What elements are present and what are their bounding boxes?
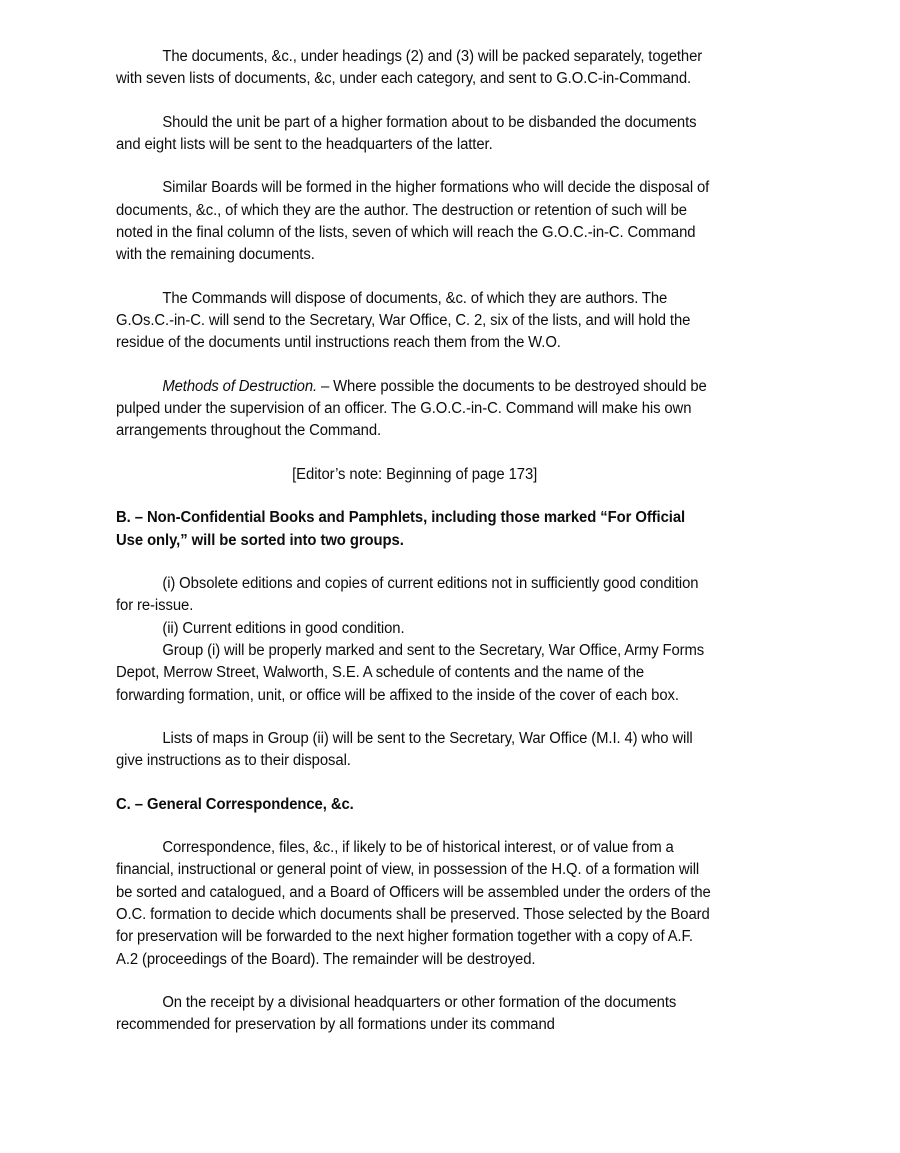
paragraph-similar-boards: Similar Boards will be formed in the higher formations who will decide the disposal of documents, &c., of which they are the author. The destruction or retention of such will be noted in the final column of the lists, seven of which will reach the G.O.C.-in-C. Command with the remaining documents. <box>116 179 710 264</box>
text-column <box>116 46 735 1058</box>
paragraph-correspondence-board-of-officers: Correspondence, files, &c., if likely to be of historical interest, or of value from a financial, instructional or general point of view, in possession of the H.Q. of a formation will be sorted and catalogued, and a Board of Officers will be assembled under the orders of the O.C. formation to decide which documents shall be preserved. Those selected by the Board for preservation will be forwarded to the next higher formation together with a copy of A.F. A.2 (proceedings of the Board). The remainder will be destroyed. <box>116 838 711 968</box>
runin-heading-methods-of-destruction: Methods of Destruction. <box>162 377 318 395</box>
list-item-i-obsolete-editions: (i) Obsolete editions and copies of current editions not in sufficiently good condition for re-issue. <box>116 574 699 615</box>
paragraph-divisional-headquarters-receipt: On the receipt by a divisional headquarters or other formation of the documents recommended for preservation by all formations under its command <box>116 994 677 1034</box>
paragraph-group-i-forms-depot: Group (i) will be properly marked and sent to the Secretary, War Office, Army Forms Depot, Merrow Street, Walworth, S.E. A schedule of contents and the name of the forwarding formation, unit, or office will be affixed to the inside of the cover of each box. <box>116 641 705 704</box>
editor-note-page-173: [Editor’s note: Beginning of page 173] <box>292 465 538 483</box>
paragraph-documents-headings: The documents, &c., under headings (2) and (3) will be packed separately, together with seven lists of documents, &c, under each category, and sent to G.O.C-in-Command. <box>116 48 703 88</box>
heading-c-general-correspondence: C. – General Correspondence, &c. <box>116 795 354 813</box>
paragraph-higher-formation-disbanded: Should the unit be part of a higher formation about to be disbanded the documents and eight lists will be sent to the headquarters of the latter. <box>116 113 697 154</box>
paragraph-lists-of-maps: Lists of maps in Group (ii) will be sent to the Secretary, War Office (M.I. 4) who will give instructions as to their disposal. <box>116 729 693 770</box>
list-item-ii-current-editions: (ii) Current editions in good condition. <box>162 619 405 637</box>
paragraph-methods-of-destruction <box>116 376 713 443</box>
paragraph-methods-of-destruction-body: – Where possible the documents to be destroyed should be pulped under the supervision of an officer. The G.O.C.-in-C. Command will make his own arrangements throughout the Command. <box>116 377 707 440</box>
heading-b-non-confidential-books: B. – Non-Confidential Books and Pamphlets, including those marked “For Official Use only,” will be sorted into two groups. <box>116 509 686 549</box>
paragraph-commands-dispose: The Commands will dispose of documents, &c. of which they are authors. The G.Os.C.-in-C. will send to the Secretary, War Office, C. 2, six of the lists, and will hold the residue of the documents until instructions reach them from the W.O. <box>116 289 691 352</box>
